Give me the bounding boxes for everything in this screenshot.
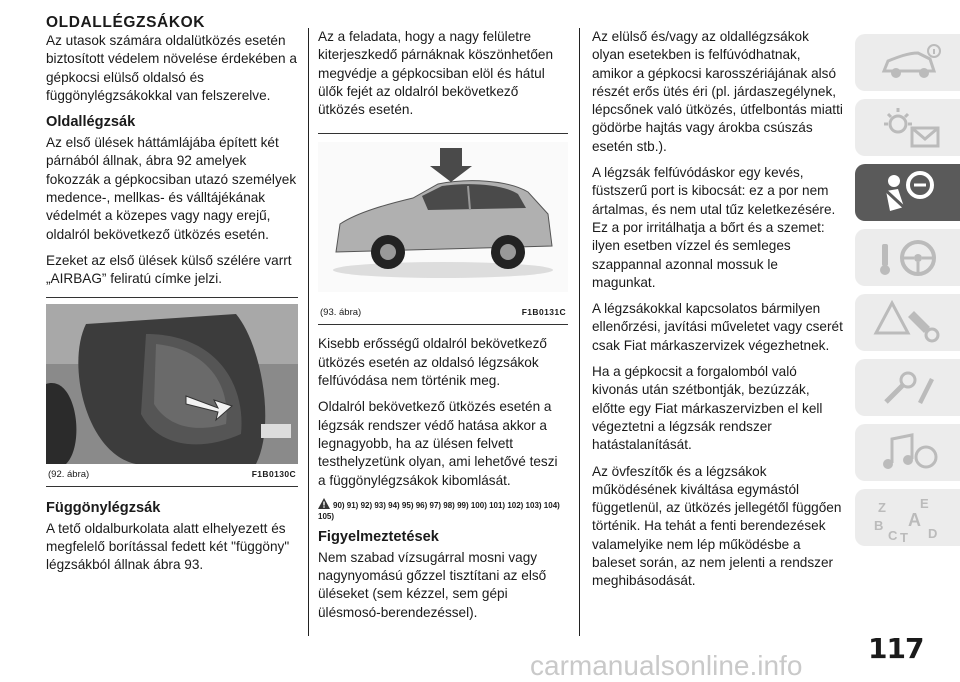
emergency-icon <box>868 297 948 349</box>
column-divider-2 <box>579 28 580 636</box>
index-letter-t: T <box>899 529 908 544</box>
starting-driving-icon <box>868 232 948 284</box>
maintenance-icon <box>868 362 948 414</box>
figure-93 <box>318 133 568 325</box>
scrapping-paragraph: Ha a gépkocsit a forgalomból való kivonás után szétbontják, bezúzzák, előtte egy Fiat márkaszervizben el kell végeztetni a légzsák rendszer hatástalanítását. <box>592 364 823 453</box>
subheading-curtain-airbag: Függönylégzsák <box>46 499 161 516</box>
seating-position-paragraph: Oldalról bekövetkező ütközés esetén a légzsák rendszer védő hatása akkor a legnagyobb, ha az ülésen felvett testhelyzetünk olyan, ami lehetővé teszi a függönylégzsákok kibomlását. <box>318 399 558 488</box>
section-title: OLDALLÉGZSÁKOK <box>46 14 206 31</box>
curtain-airbag-paragraph: A tető oldalburkolata alatt elhelyezett és megfelelő borítással fedett két "függöny" légzsákból állnak ábra 93. <box>46 520 290 573</box>
chapter-sidebar <box>855 34 960 554</box>
figure-92 <box>46 297 298 487</box>
warning-lights-icon <box>868 102 948 154</box>
car-side-photo <box>318 142 568 292</box>
figure-93-caption <box>320 307 566 318</box>
warning-reference-list: 90) 91) 92) 93) 94) 95) 96) 97) 98) 99) 100) 101) 102) 103) 104) 105) <box>318 500 560 521</box>
warnings-heading: Figyelmeztetések <box>318 528 439 545</box>
tab-maintenance[interactable] <box>855 359 960 416</box>
warning-references <box>318 498 568 522</box>
tab-airbag-safety[interactable] <box>855 164 960 221</box>
seat-airbag-photo <box>46 304 298 464</box>
airbag-safety-icon <box>868 167 948 219</box>
index-letter-c: C <box>887 527 897 543</box>
tab-car-info[interactable] <box>855 34 960 91</box>
airbag-label-paragraph: Ezeket az első ülések külső szélére varrt „AIRBAG” feliratú címke jelzi. <box>46 252 292 287</box>
independence-paragraph: Az övfeszítők és a légzsákok működésének kiváltása egymástól függetlenül, az ütközés jellegétől függően történik. Ha tehát a fenti berendezések valamelyike nem lép működésbe a baleset során, az nem jelenti a rendszer meghibásodását. <box>592 463 842 589</box>
intro-paragraph: Az utasok számára oldalütközés esetén biztosított védelem növelése érdekében a gépkocsi elülső oldalsó és függönylégzsákokkal van felszerelve. <box>46 33 297 103</box>
figure-92-label: (92. ábra) <box>48 468 90 480</box>
figure-93-label: (93. ábra) <box>320 307 362 319</box>
tab-warning-lights[interactable] <box>855 99 960 156</box>
tab-index[interactable] <box>855 489 960 546</box>
index-icon <box>868 492 948 544</box>
curtain-purpose-paragraph: Az a feladata, hogy a nagy felületre kiterjeszkedő párnáknak köszönhetően megvédje a gépkocsiban elöl és hátul ülők fejét az oldalról bekövetkező ütközés esetén. <box>318 29 554 118</box>
watermark: carmanualsonline.info <box>530 650 803 681</box>
index-letter-e: E <box>919 495 929 511</box>
tab-multimedia[interactable] <box>855 424 960 481</box>
column-3 <box>592 28 844 599</box>
index-letter-z: Z <box>877 499 886 515</box>
column-divider-1 <box>308 28 309 636</box>
tab-emergency[interactable] <box>855 294 960 351</box>
figure-92-caption <box>48 469 296 480</box>
index-letter-d: D <box>927 525 937 541</box>
multimedia-icon <box>868 427 948 479</box>
index-letter-b: B <box>873 517 883 533</box>
column-1 <box>46 14 298 582</box>
figure-93-code: F1B0131C <box>521 307 566 318</box>
figure-92-code: F1B0130C <box>251 468 296 479</box>
warning-triangle-icon <box>318 498 330 509</box>
index-letter-a: A <box>907 509 921 530</box>
side-airbag-paragraph: Az első ülések háttámlájába épített két párnából állnak, ábra 92 amelyek fokozzák a gépkocsiban utazó személyek medence-, mellkas- és válltájékának védelmét a közepes vagy nagy erejű, oldalról bekövetkező ütközés esetén. <box>46 135 297 242</box>
car-info-icon <box>868 37 948 89</box>
low-impact-paragraph: Kisebb erősségű oldalról bekövetkező ütközés esetén az oldalsó légzsákok felfúvódása nem történik meg. <box>318 336 547 389</box>
tab-starting-driving[interactable] <box>855 229 960 286</box>
subheading-side-airbag: Oldallégzsák <box>46 114 136 131</box>
page-number: 117 <box>868 632 924 665</box>
column-2 <box>318 28 568 630</box>
washing-warning-paragraph: Nem szabad vízsugárral mosni vagy nagynyomású gőzzel tisztítani az első üléseket (sem kézzel, sem gépi ülésmosó-berendezéssel). <box>318 549 547 620</box>
service-paragraph: A légzsákokkal kapcsolatos bármilyen ellenőrzési, javítási műveletet vagy cserét csak Fiat márkaszervizek végezhetnek. <box>592 301 843 353</box>
underbody-impact-paragraph: Az elülső és/vagy az oldallégzsákok olyan esetekben is felfúvódhatnak, amikor a gépkocsi karosszériájának alsó részét erős ütés éri (pl. járdaszegélynek, lépcsőnek való ütközés, útfelbontás miatti gödörbe hajtás vagy árokba csúszás esetén stb.). <box>592 29 843 154</box>
powder-paragraph: A légzsák felfúvódáskor egy kevés, füstszerű port is kibocsát: ez a por nem ártalmas, és nem utal tűz keletkezésére. Ez a por irritálhatja a bőrt és a szemet: ilyen esetben vízzel és semleges szappannal azonnal mossuk le magunkat. <box>592 165 836 290</box>
